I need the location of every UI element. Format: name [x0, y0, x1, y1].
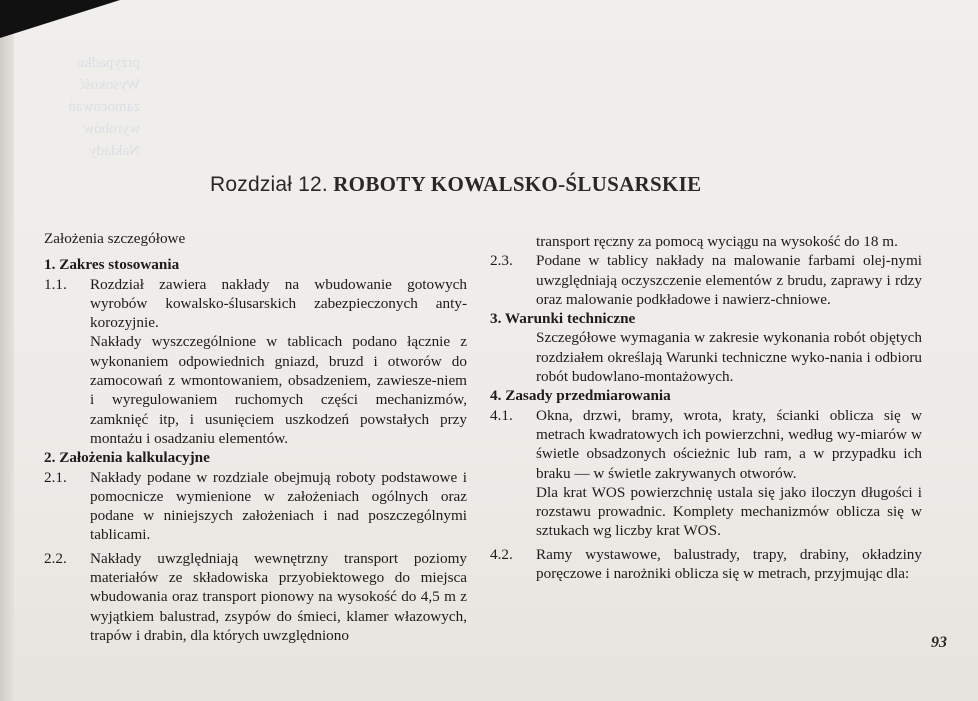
- item-1-1-paragraph-2: Nakłady wyszczególnione w tablicach podano łącznie z wykonaniem odpowiednich gniazd, bruzd i otworów do zamocowań z wmontowaniem, obsadzeniem, zawiesze-niem i wyregulowaniem ruchomych części mechanizmów, zamknięć itp, i usunięciem uszkodzeń powstałych przy montażu i osadzaniu elementów.: [90, 333, 467, 447]
- section-3-heading: 3. Warunki techniczne: [490, 310, 636, 328]
- item-number: 2.1.: [44, 468, 67, 486]
- bleed-through-text: [30, 52, 140, 182]
- item-4-2: [490, 545, 922, 584]
- item-text: Nakłady uwzględniają wewnętrzny transport poziomy materiałów ze składowiska przyobiektowego do miejsca wbudowania oraz transport pionowy na wysokość do 4,5 m z wyjątkiem balustrad, zsypów do śmieci, klamer włazowych, trapów i drabin, dla których uwzględniono: [90, 549, 467, 644]
- right-column: [490, 232, 922, 583]
- item-text: Nakłady podane w rozdziale obejmują roboty podstawowe i pomocnicze wymienione w założeniach ogólnych oraz podane w niniejszych założeniach i nad poszczególnymi tablicami.: [90, 468, 467, 544]
- item-text: Podane w tablicy nakłady na malowanie farbami olej-nymi uwzględniają oczyszczenie elementów z brudu, zaprawy i rdzy oraz malowanie podkładowe i nawierz-chniowe.: [536, 252, 922, 308]
- left-column: [44, 229, 467, 645]
- bleed-line: przypadku: [76, 55, 140, 71]
- section-3-text: Szczegółowe wymagania w zakresie wykonania robót objętych rozdziałem określają Warunki techniczne wyko-nania i odbioru robót budowlano-montażowych.: [536, 329, 922, 386]
- bleed-line: Wysokość: [78, 77, 140, 93]
- item-number: 2.3.: [490, 252, 513, 270]
- item-2-2: [44, 549, 467, 645]
- item-4-1: [490, 406, 922, 483]
- item-text: Rozdział zawiera nakłady na wbudowanie gotowych wyrobów kowalsko-ślusarskich zabezpieczonych anty-korozyjnie.: [90, 275, 467, 332]
- bleed-line: wyrobów: [83, 121, 140, 137]
- continuation-text: transport ręczny za pomocą wyciągu na wysokość do 18 m.: [536, 233, 898, 250]
- item-2-1: [44, 468, 467, 545]
- item-text: Ramy wystawowe, balustrady, trapy, drabiny, okładziny poręczowe i narożniki oblicza się w metrach, przyjmując dla:: [536, 545, 922, 583]
- page-corner-dark: [0, 0, 120, 38]
- item-4-1-paragraph-2: Dla krat WOS powierzchnię ustala się jako iloczyn długości i rozstawu prowadnic. Komplety mechanizmów oblicza się w sztukach wg liczby krat WOS.: [536, 483, 922, 540]
- chapter-name: ROBOTY KOWALSKO-ŚLUSARSKIE: [333, 172, 702, 196]
- item-number: 2.2.: [44, 549, 67, 567]
- bleed-line: Nakłady: [89, 143, 140, 159]
- item-number: 4.2.: [490, 545, 513, 563]
- chapter-title: [210, 172, 770, 197]
- page-gutter-shadow: [0, 0, 14, 701]
- section-4-heading: 4. Zasady przedmiarowania: [490, 387, 671, 405]
- item-number: 4.1.: [490, 406, 513, 424]
- page-number: 93: [931, 634, 947, 651]
- section-2-heading: 2. Założenia kalkulacyjne: [44, 449, 210, 467]
- item-text: Okna, drzwi, bramy, wrota, kraty, ścianki oblicza się w metrach kwadratowych ich powierzchni, według wy-miarów w świetle obsadzonych ościeżnic lub ram, a w przypadku ich braku — w świetle zakrywanych otworów.: [536, 406, 922, 482]
- item-1-1: [44, 275, 467, 333]
- chapter-prefix: Rozdział 12.: [210, 173, 328, 196]
- item-number: 1.1.: [44, 275, 67, 293]
- section-1-heading: 1. Zakres stosowania: [44, 256, 180, 274]
- bleed-line: zamocowań: [68, 99, 140, 115]
- item-2-3: [490, 251, 922, 309]
- intro-heading: Założenia szczegółowe: [44, 230, 186, 247]
